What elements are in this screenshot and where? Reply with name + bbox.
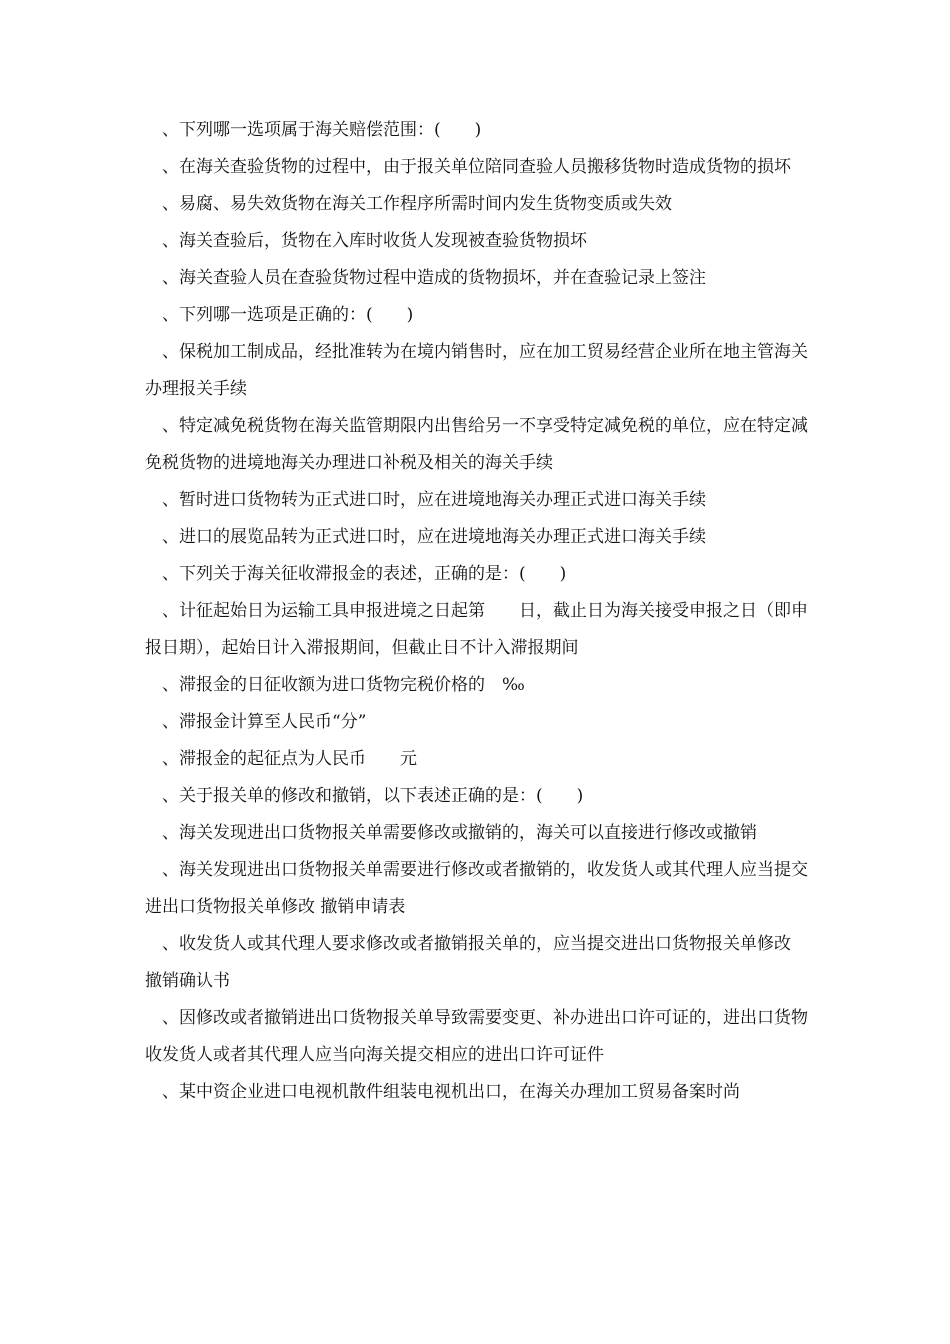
paragraph-option-a1: 、在海关查验货物的过程中，由于报关单位陪同查验人员搬移货物时造成货物的损坏: [162, 157, 791, 177]
paragraph-option-c1: 、海关查验后，货物在入库时收货人发现被查验货物损坏: [162, 231, 587, 251]
paragraph-q-processing-trade: 、某中资企业进口电视机散件组装电视机出口，在海关办理加工贸易备案时尚: [162, 1082, 740, 1102]
paragraph-option-a3: 、计征起始日为运输工具申报进境之日起第 日，截止日为海关接受申报之日（即申报日期），起始日计入滞报期间，但截止日不计入滞报期间: [145, 601, 808, 658]
paragraph-option-b1: 、易腐、易失效货物在海关工作程序所需时间内发生货物变质或失效: [162, 194, 672, 214]
paragraph-option-b4: 、海关发现进出口货物报关单需要进行修改或者撤销的，收发货人或其代理人应当提交进出口货物报关单修改 撤销申请表: [145, 860, 808, 917]
paragraph-option-d2: 、进口的展览品转为正式进口时，应在进境地海关办理正式进口海关手续: [162, 527, 706, 547]
paragraph-option-a2: 、保税加工制成品，经批准转为在境内销售时，应在加工贸易经营企业所在地主管海关办理报关手续: [145, 342, 808, 399]
paragraph-q-late-fee: 、下列关于海关征收滞报金的表述，正确的是：( ): [162, 564, 567, 584]
document-body: [145, 112, 810, 1111]
paragraph-option-c2: 、暂时进口货物转为正式进口时，应在进境地海关办理正式进口海关手续: [162, 490, 706, 510]
paragraph-option-b3: 、滞报金的日征收额为进口货物完税价格的 ‰: [162, 675, 525, 695]
paragraph-option-b2: 、特定减免税货物在海关监管期限内出售给另一不享受特定减免税的单位，应在特定减免税货物的进境地海关办理进口补税及相关的海关手续: [145, 416, 808, 473]
paragraph-option-a4: 、海关发现进出口货物报关单需要修改或撤销的，海关可以直接进行修改或撤销: [162, 823, 757, 843]
paragraph-option-c4: 、收发货人或其代理人要求修改或者撤销报关单的，应当提交进出口货物报关单修改 撤销确认书: [145, 934, 791, 991]
paragraph-q-correct: 、下列哪一选项是正确的：( ): [162, 305, 414, 325]
paragraph-q-compensation: 、下列哪一选项属于海关赔偿范围：( ): [162, 120, 482, 140]
paragraph-option-c3: 、滞报金计算至人民币“分”: [162, 712, 367, 732]
paragraph-option-d4: 、因修改或者撤销进出口货物报关单导致需要变更、补办进出口许可证的，进出口货物收发货人或者其代理人应当向海关提交相应的进出口许可证件: [145, 1008, 808, 1065]
paragraph-q-declaration: 、关于报关单的修改和撤销，以下表述正确的是：( ): [162, 786, 584, 806]
paragraph-option-d1: 、海关查验人员在查验货物过程中造成的货物损坏，并在查验记录上签注: [162, 268, 706, 288]
paragraph-option-d3: 、滞报金的起征点为人民币 元: [162, 749, 417, 769]
